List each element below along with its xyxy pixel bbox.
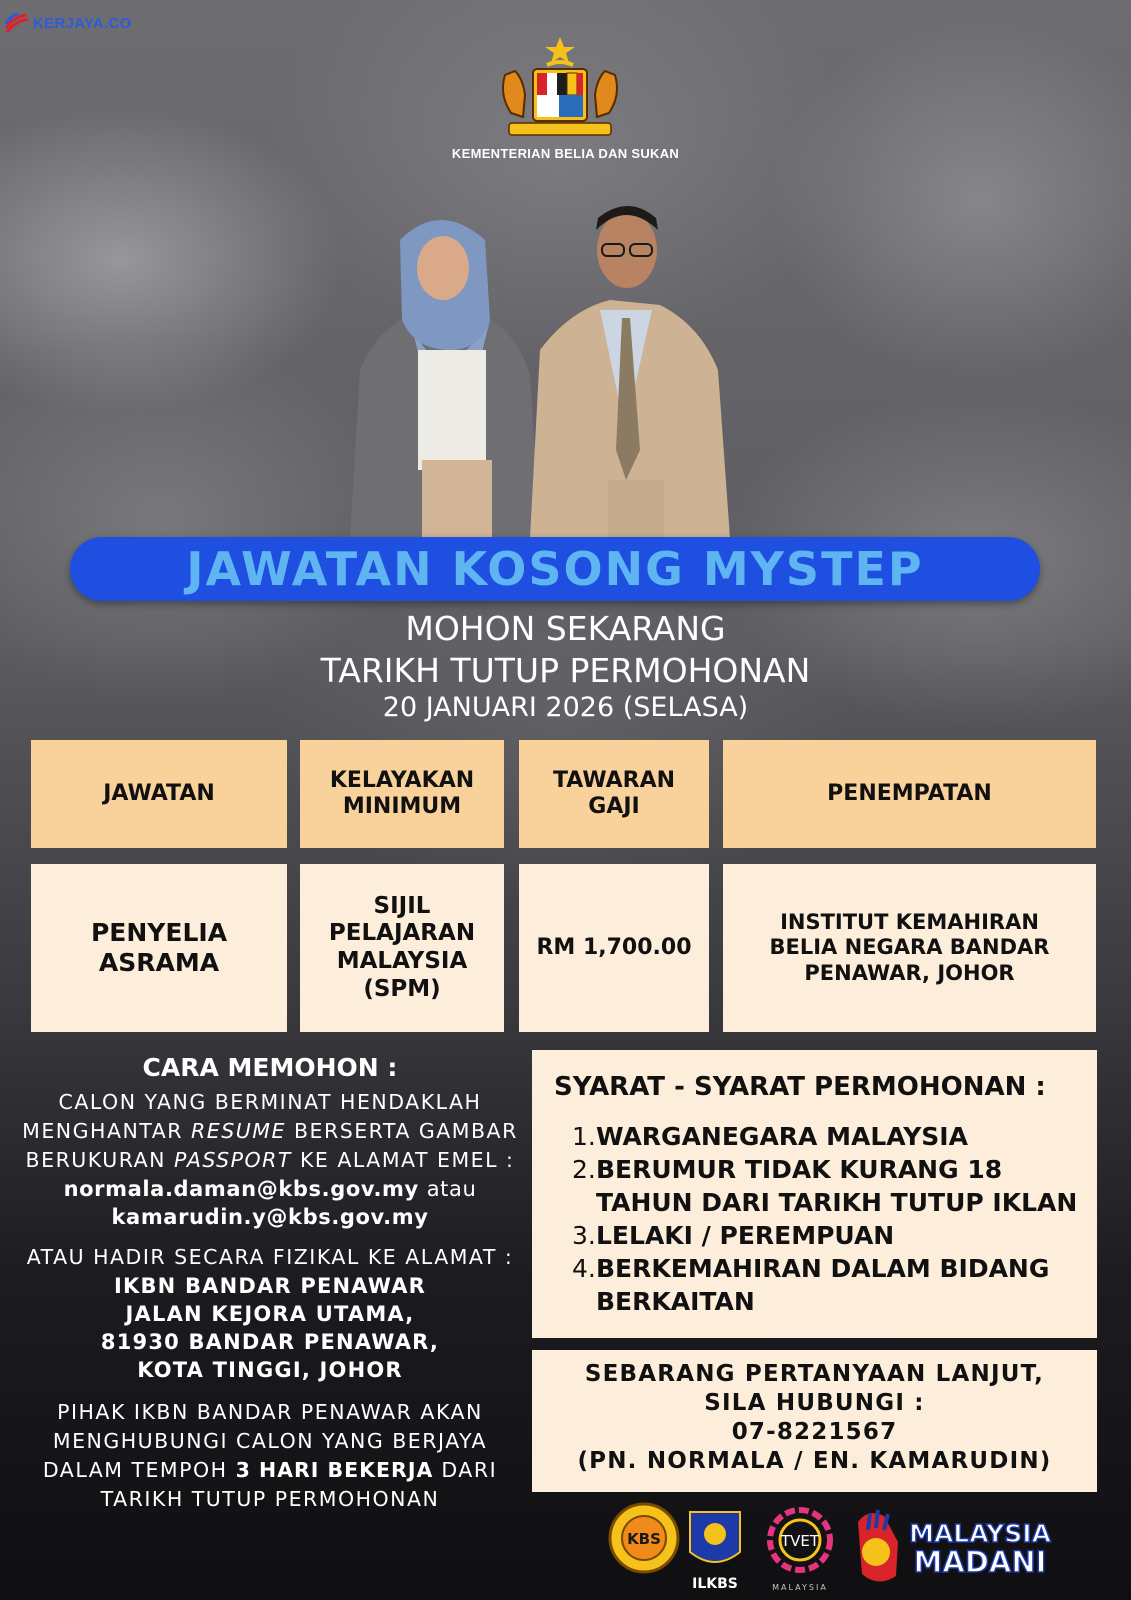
response-notice: PIHAK IKBN BANDAR PENAWAR AKAN MENGHUBUNGI CALON YANG BERJAYA DALAM TEMPOH 3 HARI BEKERJA DARI TARIKH TUTUP PERMOHONAN: [42, 1400, 498, 1511]
header-jawatan: JAWATAN: [31, 740, 287, 848]
partner-logos: [608, 1502, 1078, 1594]
apply-now-text: MOHON SEKARANG: [405, 609, 726, 648]
requirements-box: [532, 1050, 1097, 1338]
list-item: 1. WARGANEGARA MALAYSIA: [572, 1122, 968, 1151]
value-penempatan: INSTITUT KEMAHIRAN BELIA NEGARA BANDAR PENAWAR, JOHOR: [723, 864, 1096, 1032]
ministry-name: KEMENTERIAN BELIA DAN SUKAN: [451, 146, 680, 161]
list-item: 4. BERKEMAHIRAN DALAM BIDANG BERKAITAN: [572, 1254, 1050, 1316]
value-gaji: RM 1,700.00: [519, 864, 709, 1032]
ilkbs-logo-icon: [690, 1512, 740, 1592]
contact-names: (PN. NORMALA / EN. KAMARUDIN): [577, 1448, 1052, 1474]
contact-line-1: SEBARANG PERTANYAAN LANJUT,: [584, 1361, 1045, 1387]
email-addresses: normala.daman@kbs.gov.my atau kamarudin.y@kbs.gov.my: [63, 1177, 477, 1229]
how-to-apply-section: [20, 1053, 520, 1514]
address-block: IKBN BANDAR PENAWAR JALAN KEJORA UTAMA, 81930 BANDAR PENAWAR, KOTA TINGGI, JOHOR: [100, 1274, 440, 1382]
contact-box: [532, 1350, 1097, 1492]
email-link-normala[interactable]: normala.daman@kbs.gov.my: [63, 1177, 419, 1201]
brand-flag-icon: [4, 12, 30, 34]
header-gaji: TAWARAN GAJI: [519, 740, 709, 848]
how-to-apply-title: CARA MEMOHON :: [142, 1053, 398, 1082]
header-penempatan: PENEMPATAN: [723, 740, 1096, 848]
address-intro: ATAU HADIR SECARA FIZIKAL KE ALAMAT :: [26, 1245, 514, 1269]
requirements-title: SYARAT - SYARAT PERMOHONAN :: [554, 1072, 1046, 1102]
two-professionals-image: [340, 200, 740, 538]
tvet-logo-subtext: MALAYSIA: [772, 1583, 828, 1592]
madani-logo-line-1: MALAYSIA: [909, 1519, 1051, 1548]
tvet-logo-text: TVET: [780, 1532, 820, 1550]
header-kelayakan: KELAYAKAN MINIMUM: [300, 740, 504, 848]
list-item: 2. BERUMUR TIDAK KURANG 18 TAHUN DARI TARIKH TUTUP IKLAN: [572, 1155, 1078, 1217]
ilkbs-logo-text: ILKBS: [692, 1576, 738, 1592]
how-to-apply-text: CALON YANG BERMINAT HENDAKLAH MENGHANTAR RESUME BERSERTA GAMBAR BERUKURAN PASSPORT KE ALAMAT EMEL :: [22, 1090, 518, 1172]
list-item: 3. LELAKI / PEREMPUAN: [572, 1221, 895, 1250]
requirements-list: [572, 1120, 1092, 1318]
email-link-kamarudin[interactable]: kamarudin.y@kbs.gov.my: [111, 1205, 429, 1229]
madani-logo-line-2: MADANI: [913, 1545, 1047, 1579]
banner-title: JAWATAN KOSONG MYSTEP: [186, 542, 924, 596]
tvet-logo-icon: [770, 1510, 830, 1592]
title-banner: [70, 537, 1040, 601]
kbs-logo-text: KBS: [627, 1530, 661, 1548]
coat-of-arms-icon: [495, 35, 625, 143]
brand-name: KERJAYA.CO: [33, 14, 132, 32]
closing-date: 20 JANUARI 2026 (SELASA): [382, 692, 749, 723]
contact-phone[interactable]: 07-8221567: [731, 1419, 898, 1445]
contact-line-2: SILA HUBUNGI :: [704, 1390, 925, 1416]
malaysia-madani-logo-icon: [858, 1510, 1052, 1582]
brand-logo[interactable]: [4, 12, 132, 34]
closing-date-label: TARIKH TUTUP PERMOHONAN: [320, 651, 811, 690]
kbs-logo-icon: [610, 1504, 678, 1572]
value-jawatan: PENYELIA ASRAMA: [31, 864, 287, 1032]
value-kelayakan: SIJIL PELAJARAN MALAYSIA (SPM): [300, 864, 504, 1032]
